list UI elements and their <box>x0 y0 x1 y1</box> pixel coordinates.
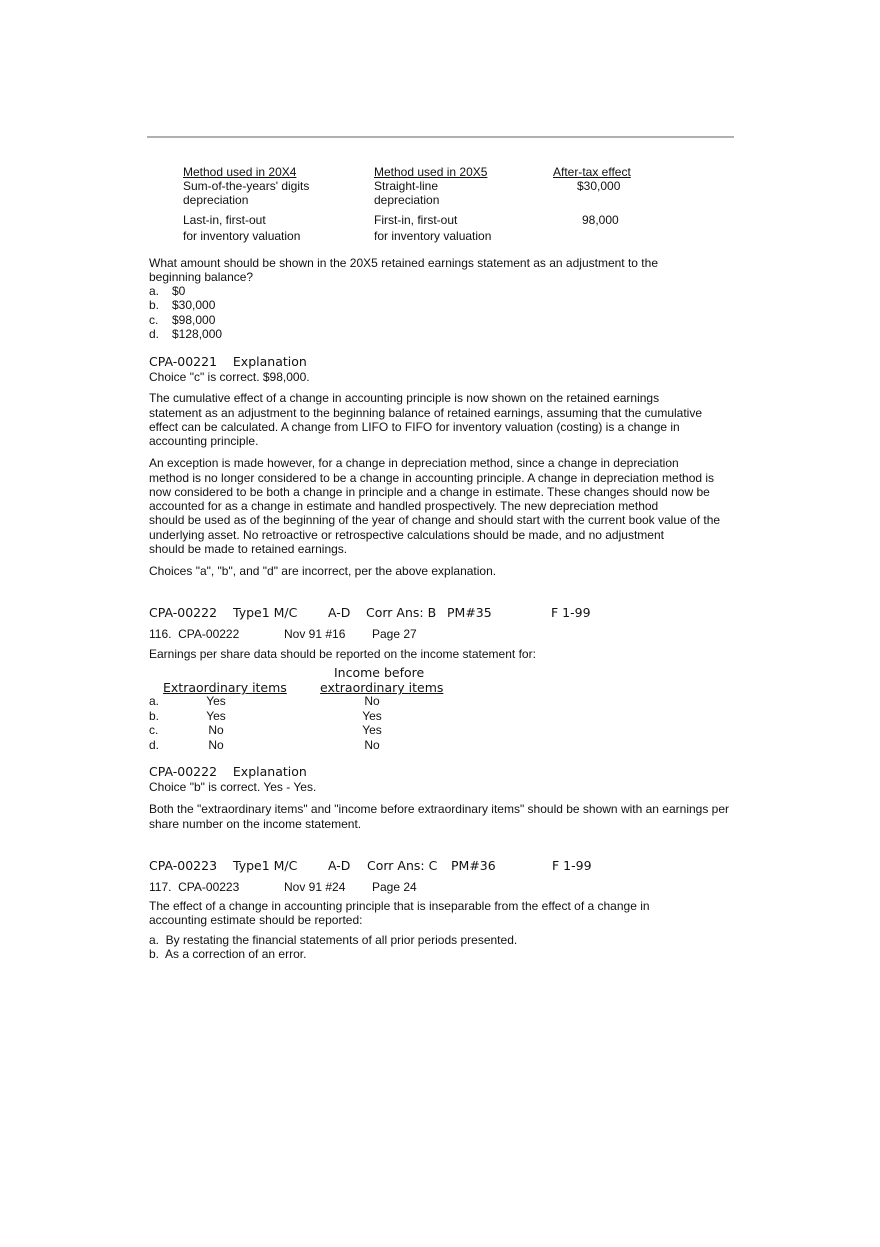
option-cell: No <box>208 723 224 737</box>
option-letter: d. <box>149 738 160 752</box>
explanation-text: accounted for as a change in estimate and handled prospectively. The new depreciation method <box>149 499 659 513</box>
table-cell: $30,000 <box>577 179 621 193</box>
question-page: Page 24 <box>372 880 417 894</box>
table-cell: Straight-line <box>374 179 439 193</box>
question-range: A-D <box>328 605 351 620</box>
correct-choice: Choice "c" is correct. $98,000. <box>149 370 310 384</box>
table-cell: depreciation <box>183 193 249 207</box>
question-text: beginning balance? <box>149 270 254 284</box>
option-cell: No <box>208 738 224 752</box>
column-header: extraordinary items <box>320 680 444 695</box>
option-cell: Yes <box>362 723 382 737</box>
option-cell: No <box>364 738 380 752</box>
option-text: $30,000 <box>172 298 216 312</box>
explanation-text: Both the "extraordinary items" and "income before extraordinary items" should be shown with an earnings per <box>149 802 730 816</box>
question-type: Type1 M/C <box>233 605 298 620</box>
column-header: Extraordinary items <box>163 680 287 695</box>
explanation-text: The cumulative effect of a change in accounting principle is now shown on the retained earnings <box>149 391 660 405</box>
explanation-text: share number on the income statement. <box>149 817 362 831</box>
explanation-text: An exception is made however, for a change in depreciation method, since a change in depreciation <box>149 456 679 470</box>
table-header: Method used in 20X5 <box>374 165 488 179</box>
option-cell: Yes <box>206 694 226 708</box>
question-text: accounting estimate should be reported: <box>149 913 363 927</box>
question-source: Nov 91 #16 <box>284 627 346 641</box>
question-ref: 116. CPA-00222 <box>149 627 240 641</box>
column-header: Income before <box>334 665 425 680</box>
option-letter: a. <box>149 694 160 708</box>
explanation-text: Choices "a", "b", and "d" are incorrect, per the above explanation. <box>149 564 497 578</box>
question-text: The effect of a change in accounting principle that is inseparable from the effect of a change in <box>149 899 650 913</box>
table-cell: depreciation <box>374 193 440 207</box>
option-cell: Yes <box>362 709 382 723</box>
explanation-text: now considered to be both a change in principle and a change in estimate. These changes should now be <box>149 485 710 499</box>
question-id: CPA-00223 <box>149 858 218 873</box>
option-letter: c. <box>149 313 159 327</box>
question-source: Nov 91 #24 <box>284 880 346 894</box>
table-cell: 98,000 <box>582 213 619 227</box>
option-letter: b. <box>149 709 160 723</box>
explanation-text: should be made to retained earnings. <box>149 542 348 556</box>
table-cell: First-in, first-out <box>374 213 458 227</box>
header-rule <box>147 136 734 138</box>
pm-number: PM#35 <box>447 605 492 620</box>
explanation-title: CPA-00221 Explanation <box>149 354 307 369</box>
option-cell: No <box>364 694 380 708</box>
form-code: F 1-99 <box>551 605 591 620</box>
table-cell: for inventory valuation <box>183 229 301 243</box>
explanation-text: method is no longer considered to be a change in accounting principle. A change in depreciation method is <box>149 471 715 485</box>
correct-answer: Corr Ans: C <box>367 858 438 873</box>
explanation-title: CPA-00222 Explanation <box>149 764 307 779</box>
table-cell: Sum-of-the-years' digits <box>183 179 310 193</box>
question-ref: 117. CPA-00223 <box>149 880 240 894</box>
option-text: b. As a correction of an error. <box>149 947 307 961</box>
form-code: F 1-99 <box>552 858 592 873</box>
option-text: a. By restating the financial statements of all prior periods presented. <box>149 933 518 947</box>
question-page: Page 27 <box>372 627 417 641</box>
option-text: $128,000 <box>172 327 223 341</box>
table-cell: for inventory valuation <box>374 229 492 243</box>
explanation-text: accounting principle. <box>149 434 259 448</box>
option-cell: Yes <box>206 709 226 723</box>
table-header: After-tax effect <box>553 165 631 179</box>
option-letter: c. <box>149 723 159 737</box>
question-text: Earnings per share data should be reported on the income statement for: <box>149 647 536 661</box>
explanation-text: underlying asset. No retroactive or retrospective calculations should be made, and no adjustment <box>149 528 664 542</box>
option-text: $98,000 <box>172 313 216 327</box>
question-range: A-D <box>328 858 351 873</box>
question-type: Type1 M/C <box>233 858 298 873</box>
table-header: Method used in 20X4 <box>183 165 297 179</box>
table-cell: Last-in, first-out <box>183 213 266 227</box>
option-text: $0 <box>172 284 186 298</box>
explanation-text: should be used as of the beginning of the year of change and should start with the current book value of the <box>149 513 721 527</box>
question-id: CPA-00222 <box>149 605 218 620</box>
correct-answer: Corr Ans: B <box>366 605 437 620</box>
question-text: What amount should be shown in the 20X5 retained earnings statement as an adjustment to the <box>149 256 658 270</box>
explanation-text: statement as an adjustment to the beginning balance of retained earnings, assuming that the cumulative <box>149 406 703 420</box>
option-letter: d. <box>149 327 160 341</box>
option-letter: a. <box>149 284 160 298</box>
explanation-text: effect can be calculated. A change from LIFO to FIFO for inventory valuation (costing) is a change in <box>149 420 680 434</box>
correct-choice: Choice "b" is correct. Yes - Yes. <box>149 780 317 794</box>
option-letter: b. <box>149 298 160 312</box>
pm-number: PM#36 <box>451 858 496 873</box>
